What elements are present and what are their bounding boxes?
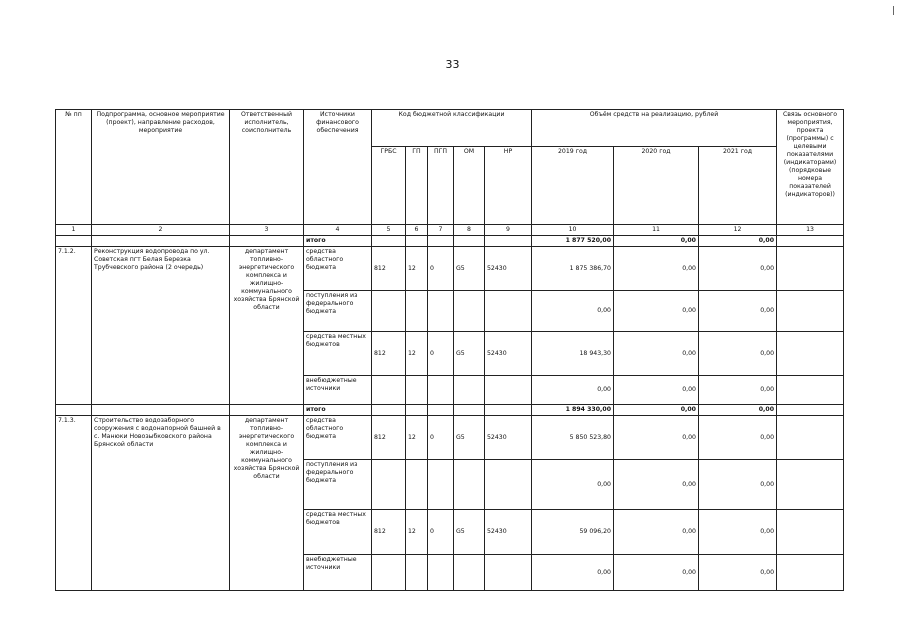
value-2019: 5 850 523,80 — [532, 416, 614, 460]
item-name: Реконструкция водопровода по ул. Советская пгт Белая Березка Трубчевского района (2 очередь) — [92, 247, 230, 405]
header-num: № пп — [56, 110, 92, 225]
colnum: 11 — [614, 225, 699, 236]
total-2021: 0,00 — [699, 405, 777, 416]
header-link: Связь основного мероприятия, проекта (программы) с целевыми показателями (индикаторами) (порядковые номера показателей (индикаторов)) — [777, 110, 844, 225]
source-cell: внебюджетные источники — [304, 555, 372, 591]
source-cell: средства областного бюджета — [304, 247, 372, 291]
header-gp: ГП — [406, 147, 428, 225]
om-cell: G5 — [454, 247, 485, 291]
value-2019: 0,00 — [532, 555, 614, 591]
item-number: 7.1.3. — [56, 416, 92, 591]
value-2019: 18 943,30 — [532, 332, 614, 376]
budget-table — [55, 109, 844, 591]
header-pgp: ПГП — [428, 147, 454, 225]
total-2019: 1 877 520,00 — [532, 236, 614, 247]
total-2020: 0,00 — [614, 405, 699, 416]
header-program: Подпрограмма, основное мероприятие (проект), направление расходов, мероприятие — [92, 110, 230, 225]
value-2021: 0,00 — [699, 247, 777, 291]
total-row-2 — [56, 405, 844, 416]
colnum: 5 — [372, 225, 406, 236]
pgp-cell: 0 — [428, 247, 454, 291]
pgp-cell: 0 — [428, 332, 454, 376]
item-number: 7.1.2. — [56, 247, 92, 405]
value-2021: 0,00 — [699, 376, 777, 405]
np-cell: 52430 — [485, 247, 532, 291]
om-cell: G5 — [454, 416, 485, 460]
item-name: Строительство водозаборного сооружения с водонапорной башней в с. Манюки Новозыбковского района Брянской области — [92, 416, 230, 591]
colnum: 1 — [56, 225, 92, 236]
colnum: 13 — [777, 225, 844, 236]
value-2019: 1 875 386,70 — [532, 247, 614, 291]
np-cell: 52430 — [485, 416, 532, 460]
item-responsible: департамент топливно-энергетического комплекса и жилищно-коммунального хозяйства Брянской области — [230, 416, 304, 591]
item-responsible: департамент топливно-энергетического комплекса и жилищно-коммунального хозяйства Брянской области — [230, 247, 304, 405]
scan-edge-mark — [893, 6, 894, 15]
value-2021: 0,00 — [699, 416, 777, 460]
total-label: итого — [304, 236, 372, 247]
grbs-cell: 812 — [372, 416, 406, 460]
total-row-1 — [56, 236, 844, 247]
value-2019: 0,00 — [532, 460, 614, 510]
value-2019: 0,00 — [532, 376, 614, 405]
header-2020: 2020 год — [614, 147, 699, 225]
pgp-cell: 0 — [428, 510, 454, 555]
value-2019: 59 096,20 — [532, 510, 614, 555]
value-2020: 0,00 — [614, 510, 699, 555]
value-2020: 0,00 — [614, 460, 699, 510]
colnum: 10 — [532, 225, 614, 236]
header-responsible: Ответственный исполнитель, соисполнитель — [230, 110, 304, 225]
gp-cell: 12 — [406, 332, 428, 376]
header-grbs: ГРБС — [372, 147, 406, 225]
table-row — [56, 247, 844, 291]
value-2021: 0,00 — [699, 510, 777, 555]
np-cell: 52430 — [485, 510, 532, 555]
source-cell: средства местных бюджетов — [304, 510, 372, 555]
header-np: НР — [485, 147, 532, 225]
source-cell: поступления из федерального бюджета — [304, 291, 372, 332]
grbs-cell: 812 — [372, 510, 406, 555]
header-budget-code: Код бюджетной классификации — [372, 110, 532, 147]
colnum: 3 — [230, 225, 304, 236]
total-2021: 0,00 — [699, 236, 777, 247]
colnum: 4 — [304, 225, 372, 236]
value-2021: 0,00 — [699, 460, 777, 510]
table-row — [56, 416, 844, 460]
page-number: 33 — [445, 58, 460, 71]
value-2021: 0,00 — [699, 291, 777, 332]
source-cell: внебюджетные источники — [304, 376, 372, 405]
header-volume: Объём средств на реализацию, рублей — [532, 110, 777, 147]
value-2019: 0,00 — [532, 291, 614, 332]
value-2020: 0,00 — [614, 291, 699, 332]
colnum: 9 — [485, 225, 532, 236]
source-cell: средства областного бюджета — [304, 416, 372, 460]
colnum: 2 — [92, 225, 230, 236]
value-2020: 0,00 — [614, 247, 699, 291]
header-row-1 — [56, 110, 844, 147]
source-cell: средства местных бюджетов — [304, 332, 372, 376]
gp-cell: 12 — [406, 416, 428, 460]
header-2019: 2019 год — [532, 147, 614, 225]
value-2020: 0,00 — [614, 555, 699, 591]
header-2021: 2021 год — [699, 147, 777, 225]
source-cell: поступления из федерального бюджета — [304, 460, 372, 510]
colnum: 6 — [406, 225, 428, 236]
om-cell: G5 — [454, 332, 485, 376]
grbs-cell: 812 — [372, 332, 406, 376]
column-number-row — [56, 225, 844, 236]
np-cell: 52430 — [485, 332, 532, 376]
colnum: 12 — [699, 225, 777, 236]
value-2020: 0,00 — [614, 332, 699, 376]
om-cell: G5 — [454, 510, 485, 555]
pgp-cell: 0 — [428, 416, 454, 460]
colnum: 7 — [428, 225, 454, 236]
total-2019: 1 894 330,00 — [532, 405, 614, 416]
value-2020: 0,00 — [614, 376, 699, 405]
gp-cell: 12 — [406, 247, 428, 291]
value-2021: 0,00 — [699, 332, 777, 376]
header-sources: Источники финансового обеспечения — [304, 110, 372, 225]
total-2020: 0,00 — [614, 236, 699, 247]
total-label: итого — [304, 405, 372, 416]
value-2020: 0,00 — [614, 416, 699, 460]
gp-cell: 12 — [406, 510, 428, 555]
grbs-cell: 812 — [372, 247, 406, 291]
value-2021: 0,00 — [699, 555, 777, 591]
colnum: 8 — [454, 225, 485, 236]
header-om: ОМ — [454, 147, 485, 225]
